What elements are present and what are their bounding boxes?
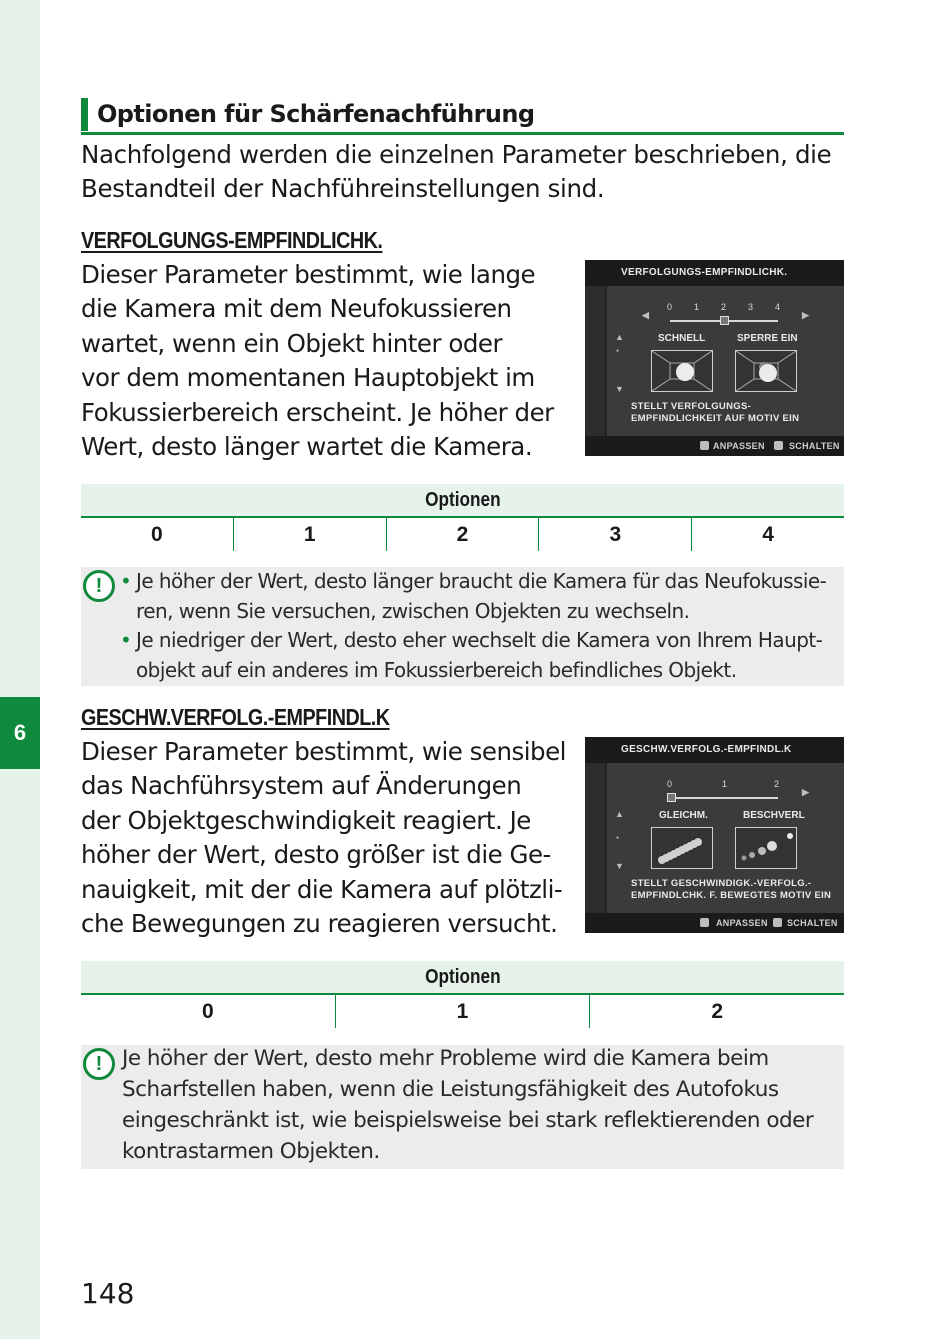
caution-icon: ! (83, 1048, 115, 1080)
scale-selected-marker (720, 316, 729, 325)
screen-header (585, 260, 844, 286)
caution-item: • Je höher der Wert, desto länger braucht die Kamera für das Neufokussie-ren, wenn Sie versuchen, zwischen Objekten zu wechseln. (119, 567, 841, 626)
scale-tick: 1 (722, 779, 728, 789)
adjust-button-icon (700, 918, 709, 927)
sens-paragraph (81, 258, 576, 464)
scale-line (670, 797, 778, 799)
sens-caution-note (81, 567, 844, 686)
scroll-dot-icon: ● (616, 835, 620, 841)
sens-line: Fokussierbereich erscheint. Je höher der (81, 397, 554, 427)
sens-options-table (81, 484, 844, 551)
screen-description (631, 401, 799, 425)
speed-line: nauigkeit, mit der die Kamera auf plötzli- (81, 874, 563, 904)
scale-tick: 1 (694, 302, 700, 312)
scale-tick: 2 (721, 302, 727, 312)
speed-line: das Nachführsystem auf Änderungen (81, 771, 522, 801)
fast-illustration-icon (651, 350, 713, 392)
option-cell: 2 (589, 995, 844, 1028)
erratic-motion-illustration-icon (735, 827, 797, 869)
speed-heading: GESCHW.VERFOLG.-EMPFINDL.K (81, 704, 390, 730)
caution-list (119, 567, 841, 685)
switch-button-icon (774, 441, 783, 450)
option-cell: 1 (335, 995, 590, 1028)
section-title: Optionen für Schärfenachführung (97, 100, 535, 128)
speed-line: che Bewegungen zu reagieren versucht. (81, 909, 558, 939)
sens-heading: VERFOLGUNGS-EMPFINDLICHK. (81, 227, 383, 253)
options-row (81, 518, 844, 551)
option-left-label: GLEICHM. (659, 810, 708, 821)
option-right-label: BESCHVERL (743, 810, 805, 821)
screen-description-line: EMPFINDLICHKEIT AUF MOTIV EIN (631, 413, 800, 424)
sens-camera-screen (585, 260, 844, 456)
right-arrow-icon: ▶ (802, 787, 809, 797)
screen-title: VERFOLGUNGS-EMPFINDLICHK. (621, 267, 788, 278)
options-header-label: Optionen (424, 966, 501, 988)
caution-text: Je höher der Wert, desto mehr Probleme wird die Kamera beim Scharfstellen haben, wenn die Leistungsfähigkeit des Autofokus eingeschränkt ist, wie beispielsweise bei stark reflektierenden oder kontrastarmen Objekten. (122, 1046, 814, 1164)
screen-footer (585, 436, 844, 456)
chapter-sidebar (0, 0, 40, 1339)
page-number: 148 (81, 1277, 135, 1310)
speed-caution-note (81, 1045, 844, 1169)
screen-description-line: STELLT GESCHWINDIGK.-VERFOLG.- (631, 878, 812, 889)
screen-left-strip (585, 763, 605, 913)
options-header (81, 484, 844, 518)
chapter-number: 6 (13, 720, 27, 745)
scroll-down-icon: ▼ (615, 384, 624, 394)
speed-camera-screen (585, 737, 844, 933)
intro-paragraph: Nachfolgend werden die einzelnen Parameter beschrieben, die Bestandteil der Nachführeinstellungen sind. (81, 140, 832, 203)
screen-header (585, 737, 844, 763)
option-cell: 0 (151, 523, 163, 546)
options-row (81, 995, 844, 1028)
speed-line: Dieser Parameter bestimmt, wie sensibel (81, 737, 566, 766)
speed-paragraph (81, 735, 581, 941)
screen-description (631, 878, 831, 902)
sens-line: vor dem momentanen Hauptobjekt im (81, 363, 535, 393)
scroll-up-icon: ▲ (615, 332, 624, 342)
sens-line: die Kamera mit dem Neufokussieren (81, 294, 512, 324)
scale-tick: 0 (667, 302, 673, 312)
footer-switch-label: SCHALTEN (789, 441, 840, 451)
speed-line: der Objektgeschwindigkeit reagiert. Je (81, 805, 531, 835)
screen-description-line: EMPFINDLCHK. F. BEWEGTES MOTIV EIN (631, 890, 832, 901)
chapter-tab (0, 697, 40, 769)
scroll-down-icon: ▼ (615, 861, 624, 871)
option-cell: 4 (691, 518, 844, 551)
option-left-label: SCHNELL (658, 333, 706, 344)
scroll-dot-icon: ● (616, 348, 620, 354)
option-right-label: SPERRE EIN (737, 333, 798, 344)
scale-tick: 0 (667, 779, 673, 789)
options-header-label: Optionen (424, 489, 501, 511)
steady-motion-illustration-icon (651, 827, 713, 869)
footer-adjust-label: ANPASSEN (716, 918, 768, 928)
sens-line: wartet, wenn ein Objekt hinter oder (81, 328, 503, 358)
right-arrow-icon: ▶ (802, 310, 809, 320)
footer-adjust-label: ANPASSEN (713, 441, 765, 451)
scale-tick: 2 (774, 779, 780, 789)
caution-item: • Je niedriger der Wert, desto eher wechselt die Kamera von Ihrem Haupt-objekt auf ein anderes im Fokussierbereich befindliches Objekt. (119, 626, 841, 685)
option-cell: 0 (201, 1000, 214, 1023)
scale-tick: 3 (748, 302, 754, 312)
screen-title: GESCHW.VERFOLG.-EMPFINDL.K (621, 744, 792, 755)
sens-line: Dieser Parameter bestimmt, wie lange (81, 260, 536, 289)
footer-switch-label: SCHALTEN (787, 918, 838, 928)
adjust-button-icon (700, 441, 709, 450)
heading-accent-bar (81, 98, 88, 131)
option-cell: 3 (538, 518, 691, 551)
speed-line: höher der Wert, desto größer ist die Ge- (81, 840, 551, 870)
option-cell: 2 (386, 518, 539, 551)
speed-options-table (81, 961, 844, 1028)
scale-selected-marker (667, 793, 676, 802)
left-arrow-icon: ◀ (642, 310, 649, 320)
option-cell: 1 (233, 518, 386, 551)
screen-description-line: STELLT VERFOLGUNGS- (631, 401, 752, 412)
lock-on-illustration-icon (735, 350, 797, 392)
switch-button-icon (773, 918, 782, 927)
sens-line: Wert, desto länger wartet die Kamera. (81, 432, 533, 462)
caution-icon: ! (83, 570, 115, 602)
section-heading (81, 96, 844, 135)
scroll-up-icon: ▲ (615, 809, 624, 819)
options-header (81, 961, 844, 995)
screen-footer (585, 913, 844, 933)
screen-left-strip (585, 286, 605, 436)
scale-tick: 4 (775, 302, 781, 312)
